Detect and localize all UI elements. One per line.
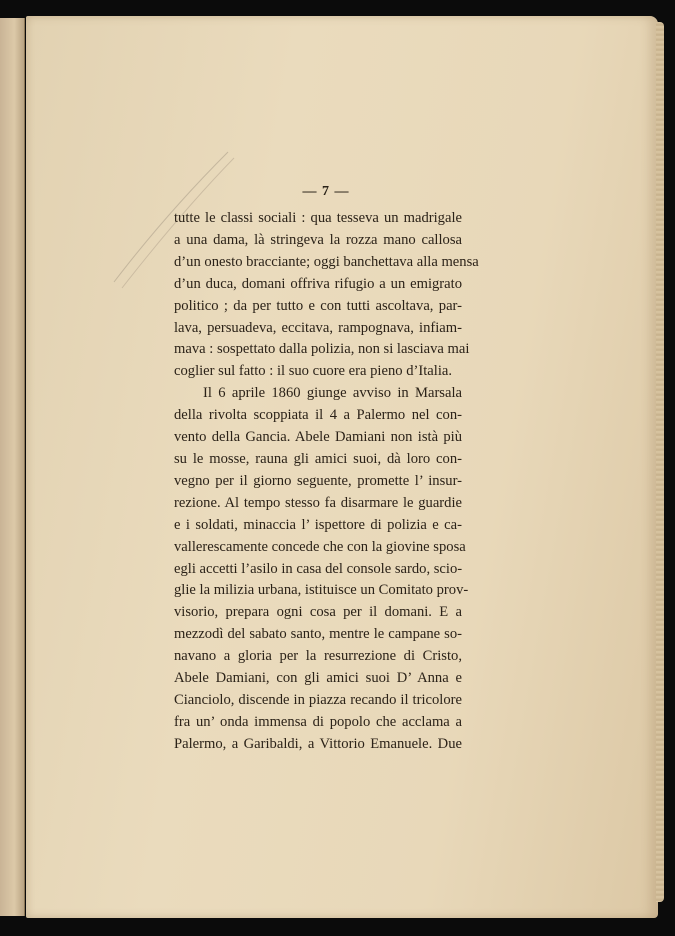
page-number: — 7 — — [302, 184, 350, 199]
text-line: vento della Gancia. Abele Damiani non istà più — [174, 429, 462, 446]
text-line: coglier sul fatto : il suo cuore era pieno d’Italia. — [174, 363, 452, 380]
text-line: della rivolta scoppiata il 4 a Palermo nel con- — [174, 407, 462, 424]
text-line: su le mosse, rauna gli amici suoi, dà loro con- — [174, 450, 462, 467]
text-line: Palermo, a Garibaldi, a Vittorio Emanuele. Due — [174, 735, 462, 752]
text-line: Abele Damiani, con gli amici suoi D’ Anna e — [174, 670, 462, 687]
text-line: fra un’ onda immensa di popolo che acclama a — [174, 713, 462, 730]
text-line: navano a gloria per la resurrezione di Cristo, — [174, 648, 462, 665]
body-text — [174, 208, 479, 756]
left-page-edge — [0, 18, 25, 916]
text-line: egli accetti l’asilo in casa del console sardo, scio- — [174, 560, 463, 577]
text-line: glie la milizia urbana, istituisce un Comitato prov- — [174, 582, 469, 599]
text-line: rezione. Al tempo stesso fa disarmare le guardie — [174, 494, 462, 511]
text-line: mezzodì del sabato santo, mentre le campane so- — [174, 626, 462, 643]
text-line: e i soldati, minaccia l’ ispettore di polizia e ca- — [174, 516, 462, 533]
text-line: tutte le classi sociali : qua tesseva un madrigale — [174, 210, 462, 226]
text-line: lava, persuadeva, eccitava, rampognava, infiam- — [174, 319, 462, 336]
text-line: mava : sospettato dalla polizia, non si lasciava mai — [174, 341, 470, 358]
text-line: d’un duca, domani offriva rifugio a un emigrato — [174, 275, 462, 292]
text-line: d’un onesto bracciante; oggi banchettava alla mensa — [174, 253, 479, 270]
text-line: politico ; da per tutto e con tutti ascoltava, par- — [174, 297, 462, 314]
text-line: Il 6 aprile 1860 giunge avviso in Marsala — [203, 385, 462, 402]
page-fore-edge — [656, 22, 664, 902]
text-line: vallerescamente concede che con la giovine sposa — [174, 538, 466, 555]
text-line: Cianciolo, discende in piazza recando il tricolore — [174, 691, 462, 708]
text-line: vegno per il giorno seguente, promette l’ insur- — [174, 472, 462, 489]
text-line: a una dama, là stringeva la rozza mano callosa — [174, 231, 462, 248]
text-line: visorio, prepara ogni cosa per il domani. E a — [174, 604, 462, 621]
